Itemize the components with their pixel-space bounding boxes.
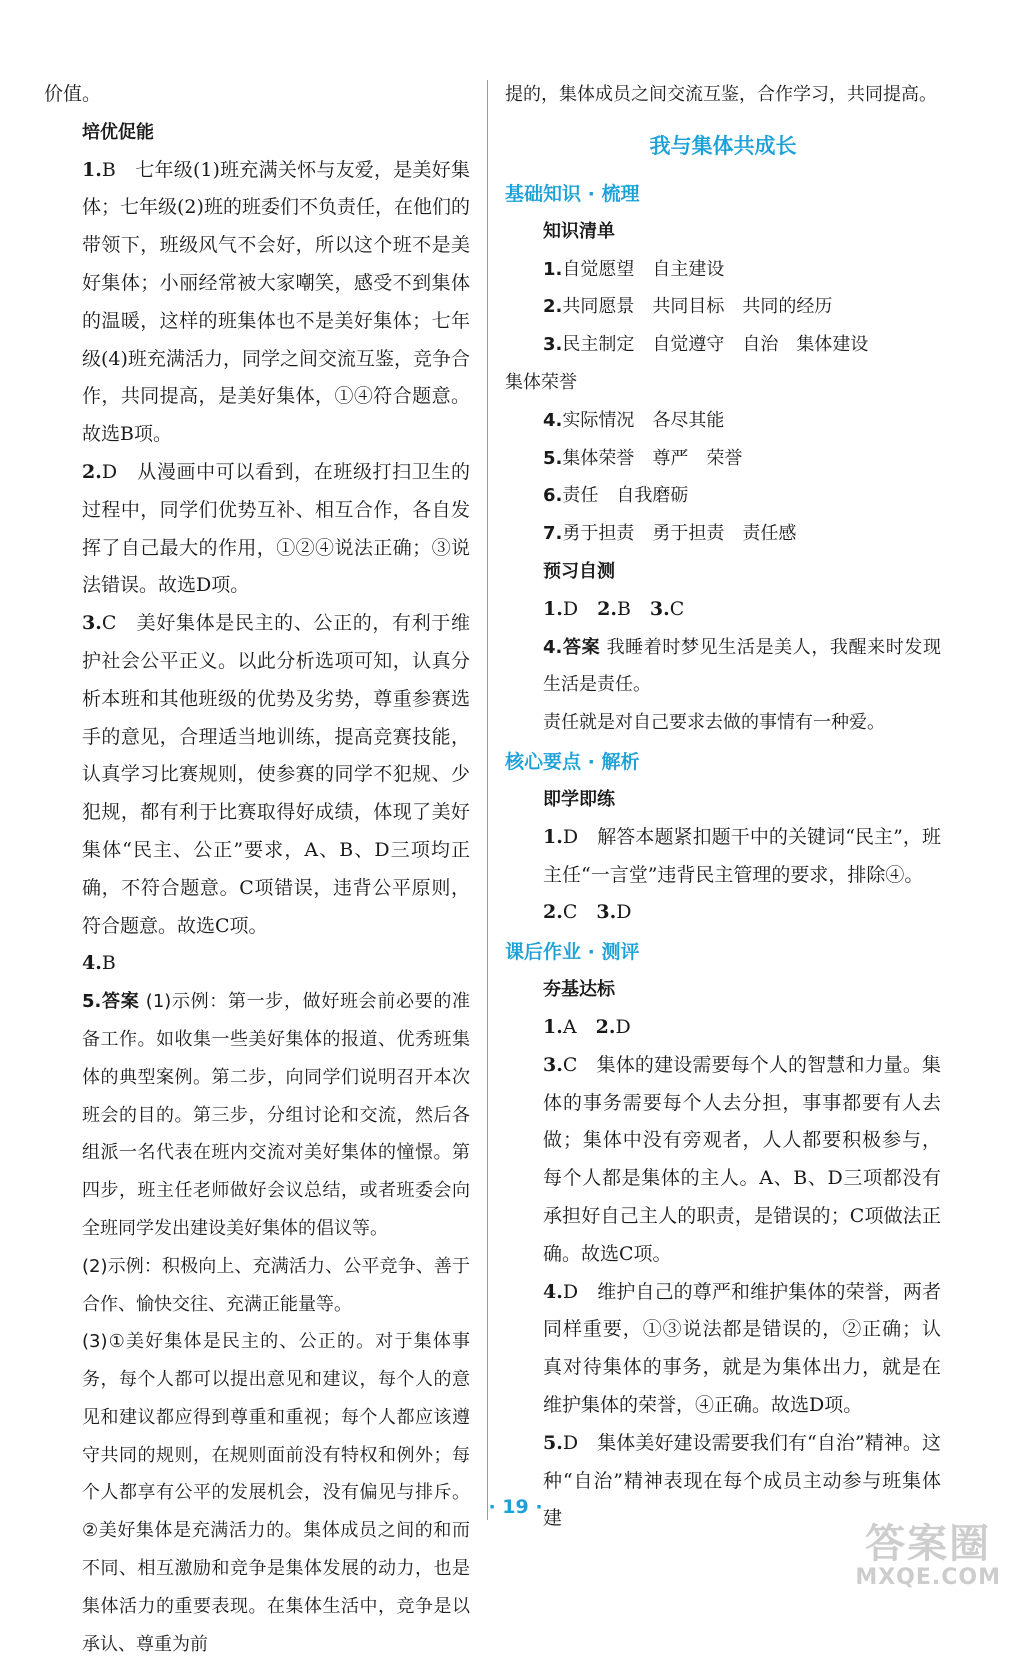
knowledge-item-2 <box>505 288 941 326</box>
page-number: · 19 · <box>488 1496 543 1518</box>
k3-c: 自治 <box>742 334 779 356</box>
y3-number: 3. <box>649 597 670 620</box>
h2-answer: D <box>615 1015 631 1038</box>
y3-answer: C <box>669 597 685 620</box>
k1-number: 1. <box>543 258 563 280</box>
h3-text: C 集体的建设需要每个人的智慧和力量。集体的事务需要每个人去分担，事事都要有人去做；集体中没有旁观者，人人都要积极参与，每个人都是集体的主人。A、B、D三项都没有承担好自己主人的职责，是错误的；C项做法正确。故选C项。 <box>543 1053 941 1265</box>
q4-number: 4. <box>82 952 102 975</box>
answer-q3 <box>44 605 470 945</box>
k7-c: 责任感 <box>742 523 797 545</box>
k7-number: 7. <box>543 523 563 545</box>
practice-answers-2-3 <box>505 894 941 932</box>
answer-q4 <box>44 945 470 983</box>
k6-number: 6. <box>543 485 563 507</box>
subheading-zhishi: 知识清单 <box>543 220 615 242</box>
subheading-yuxi: 预习自测 <box>543 560 615 582</box>
k2-a: 共同愿景 <box>562 296 635 318</box>
k1-b: 自主建设 <box>652 258 725 280</box>
k3-a: 民主制定 <box>562 334 635 356</box>
k3-d: 集体建设 <box>796 334 869 356</box>
q2-text: D 从漫画中可以看到，在班级打扫卫生的过程中，同学们优势互补、相互合作，各自发挥了自己最大的作用，①②④说法正确；③说法错误。故选D项。 <box>82 460 470 597</box>
right-column <box>505 76 941 1538</box>
preview-answer-4-part2: 责任就是对自己要求去做的事情有一种爱。 <box>543 712 885 734</box>
k3-number: 3. <box>543 334 563 356</box>
k3-b: 自觉遵守 <box>652 334 725 356</box>
y4-number: 4. <box>543 636 563 658</box>
h1-answer: A <box>562 1015 577 1038</box>
answer-q2 <box>44 454 470 605</box>
q2-number: 2. <box>82 460 102 483</box>
section-title: 我与集体共成长 <box>649 133 797 158</box>
answer-q5-part3: (3)①美好集体是民主的、公正的。对于集体事务，每个人都可以提出意见和建议，每个人的意见和建议都应得到尊重和重视；每个人都应该遵守共同的规则，在规则面前没有特权和例外；每个人都享有公平的发展机会，没有偏见与排斥。②美好集体是充满活力的。集体成员之间的和而不同、相互激励和竞争是集体发展的动力，也是集体活力的重要表现。在集体生活中，竞争是以承认、尊重为前 <box>82 1331 470 1655</box>
h1-number: 1. <box>543 1015 563 1038</box>
k4-b: 各尽其能 <box>652 409 725 431</box>
practice-answer-1 <box>505 819 941 895</box>
j2-answer: C <box>562 901 578 924</box>
k2-number: 2. <box>543 296 563 318</box>
k6-a: 责任 <box>562 485 599 507</box>
watermark-line2: MXQE.COM <box>855 1565 1001 1590</box>
band-hexin: 核心要点 · 解析 <box>505 750 640 773</box>
k4-a: 实际情况 <box>562 409 635 431</box>
k4-number: 4. <box>543 409 563 431</box>
q1-text: B 七年级(1)班充满关怀与友爱，是美好集体；七年级(2)班的班委们不负责任，在他们的带领下，班级风气不会好，所以这个班不是美好集体；小丽经常被大家嘲笑，感受不到集体的温暖，这样的班集体也不是美好集体；七年级(4)班充满活力，同学之间交流互鉴，竞争合作，共同提高，是美好集体，①④符合题意。故选B项。 <box>82 158 470 446</box>
h2-number: 2. <box>595 1015 616 1038</box>
q3-text: C 美好集体是民主的、公正的，有利于维护社会公平正义。以此分析选项可知，认真分析本班和其他班级的优势及劣势，尊重参赛选手的意见，合理适当地训练，提高竞赛技能，认真学习比赛规则，使参赛的同学不犯规、少犯规，都有利于比赛取得好成绩，体现了美好集体“民主、公正”要求，A、B、D三项均正确，不符合题意。C项错误，违背公平原则，符合题意。故选C项。 <box>82 612 470 937</box>
j2-number: 2. <box>543 901 563 924</box>
preview-answer-4 <box>505 629 941 705</box>
right-continuation: 提的，集体成员之间交流互鉴，合作学习，共同提高。 <box>505 84 937 105</box>
answer-q5-part2: (2)示例：积极向上、充满活力、公平竞争、善于合作、愉快交往、充满正能量等。 <box>82 1255 470 1315</box>
knowledge-item-5 <box>505 440 941 478</box>
left-continuation: 价值。 <box>44 83 102 105</box>
knowledge-item-3-cont: 集体荣誉 <box>505 371 577 393</box>
watermark-logo <box>855 1522 1001 1590</box>
q5-text: (1)示例：第一步，做好班会前必要的准备工作。如收集一些美好集体的报道、优秀班集体的典型案例。第二步，向同学们说明召开本次班会的目的。第三步，分组讨论和交流，然后各组派一名代表在班内交流对美好集体的憧憬。第四步，班主任老师做好会议总结，或者班委会向全班同学发出建设美好集体的倡议等。 <box>82 991 471 1239</box>
band-kehou: 课后作业 · 测评 <box>505 941 640 964</box>
watermark-line1: 答案圈 <box>865 1521 992 1567</box>
preview-answers-1-3 <box>505 591 941 629</box>
q5-answer-tag: 答案 <box>101 991 140 1013</box>
y2-number: 2. <box>597 597 617 620</box>
q5-number: 5. <box>82 991 102 1013</box>
h4-number: 4. <box>543 1280 563 1303</box>
j1-text: D 解答本题紧扣题干中的关键词“民主”，班主任“一言堂”违背民主管理的要求，排除④。 <box>543 825 941 886</box>
left-column <box>44 76 470 1663</box>
j3-answer: D <box>616 901 632 924</box>
subheading-hangji: 夯基达标 <box>543 979 615 1001</box>
k5-c: 荣誉 <box>706 447 743 469</box>
column-divider <box>487 80 488 1520</box>
knowledge-item-4 <box>505 402 941 440</box>
k7-a: 勇于担责 <box>562 523 635 545</box>
answer-q1 <box>44 152 470 454</box>
h4-text: D 维护自己的尊严和维护集体的荣誉，两者同样重要，①③说法都是错误的，②正确；认真对待集体的事务，就是为集体出力，就是在维护集体的荣誉，④正确。故选D项。 <box>543 1280 941 1416</box>
knowledge-item-7 <box>505 515 941 553</box>
homework-answer-4 <box>505 1274 941 1425</box>
band-jichu: 基础知识 · 梳理 <box>505 182 640 205</box>
subheading-jixue: 即学即练 <box>543 788 615 810</box>
k5-number: 5. <box>543 447 563 469</box>
answer-q5 <box>44 983 470 1248</box>
h5-text: D 集体美好建设需要我们有“自治”精神。这种“自治”精神表现在每个成员主动参与班集体建 <box>543 1431 941 1530</box>
k1-a: 自觉愿望 <box>562 258 635 280</box>
homework-answer-3 <box>505 1047 941 1274</box>
knowledge-item-1 <box>505 251 941 289</box>
k6-b: 自我磨砺 <box>616 485 689 507</box>
h3-number: 3. <box>543 1053 563 1076</box>
y4-text: 我睡着时梦见生活是美人，我醒来时发现生活是责任。 <box>543 636 941 696</box>
homework-answers-1-2 <box>505 1009 941 1047</box>
h5-number: 5. <box>543 1431 563 1454</box>
y1-number: 1. <box>543 597 563 620</box>
subheading-peiyou: 培优促能 <box>82 121 154 143</box>
y1-answer: D <box>562 597 579 620</box>
k5-b: 尊严 <box>652 447 689 469</box>
y2-answer: B <box>616 597 631 620</box>
knowledge-item-6 <box>505 477 941 515</box>
q4-text: B <box>101 952 116 975</box>
k5-a: 集体荣誉 <box>562 447 635 469</box>
k2-c: 共同的经历 <box>742 296 833 318</box>
j3-number: 3. <box>596 901 617 924</box>
q1-number: 1. <box>82 158 102 181</box>
knowledge-item-3 <box>505 326 941 364</box>
k7-b: 勇于担责 <box>652 523 725 545</box>
y4-answer-tag: 答案 <box>562 636 601 658</box>
q3-number: 3. <box>82 612 102 635</box>
j1-number: 1. <box>543 825 563 848</box>
k2-b: 共同目标 <box>652 296 725 318</box>
